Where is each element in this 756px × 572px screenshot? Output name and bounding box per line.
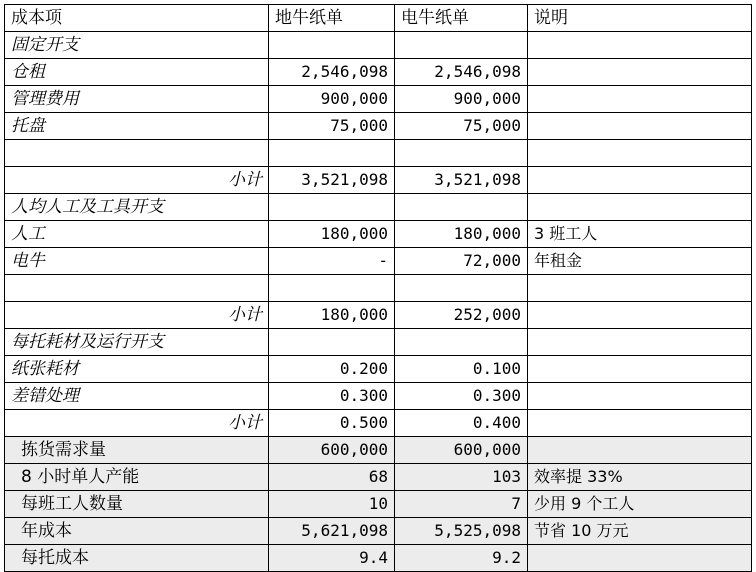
header-cell: 成本项 bbox=[5, 5, 269, 32]
table-row bbox=[5, 113, 752, 140]
row-value-a: 180,000 bbox=[269, 221, 395, 248]
row-value-b bbox=[395, 140, 528, 167]
table-row bbox=[5, 383, 752, 410]
cost-comparison-table bbox=[4, 4, 752, 572]
subtotal-row bbox=[5, 410, 752, 437]
row-value-b: 180,000 bbox=[395, 221, 528, 248]
row-value-b: 900,000 bbox=[395, 86, 528, 113]
section-title: 人均人工及工具开支 bbox=[5, 194, 269, 221]
table-row bbox=[5, 248, 752, 275]
summary-note: 节省 10 万元 bbox=[528, 518, 752, 545]
subtotal-value-b: 3,521,098 bbox=[395, 167, 528, 194]
summary-value-a: 68 bbox=[269, 464, 395, 491]
row-item: 电牛 bbox=[5, 248, 269, 275]
subtotal-row bbox=[5, 302, 752, 329]
summary-item: 每托成本 bbox=[5, 545, 269, 572]
summary-item: 年成本 bbox=[5, 518, 269, 545]
row-value-b: 72,000 bbox=[395, 248, 528, 275]
section-title: 每托耗材及运行开支 bbox=[5, 329, 269, 356]
summary-row bbox=[5, 518, 752, 545]
summary-row bbox=[5, 491, 752, 518]
row-value-a bbox=[269, 140, 395, 167]
subtotal-label: 小计 bbox=[5, 167, 269, 194]
row-item: 管理费用 bbox=[5, 86, 269, 113]
row-item: 仓租 bbox=[5, 59, 269, 86]
summary-note bbox=[528, 437, 752, 464]
row-note: 年租金 bbox=[528, 248, 752, 275]
row-value-a bbox=[269, 275, 395, 302]
header-cell: 电牛纸单 bbox=[395, 5, 528, 32]
summary-value-b: 600,000 bbox=[395, 437, 528, 464]
row-item bbox=[5, 140, 269, 167]
summary-item: 每班工人数量 bbox=[5, 491, 269, 518]
row-note bbox=[528, 356, 752, 383]
subtotal-label: 小计 bbox=[5, 410, 269, 437]
subtotal-value-b: 252,000 bbox=[395, 302, 528, 329]
row-value-b: 75,000 bbox=[395, 113, 528, 140]
summary-value-a: 9.4 bbox=[269, 545, 395, 572]
table-row bbox=[5, 221, 752, 248]
summary-note: 少用 9 个工人 bbox=[528, 491, 752, 518]
subtotal-label: 小计 bbox=[5, 302, 269, 329]
row-value-b: 0.100 bbox=[395, 356, 528, 383]
row-value-b: 2,546,098 bbox=[395, 59, 528, 86]
row-note: 3 班工人 bbox=[528, 221, 752, 248]
summary-note: 效率提 33% bbox=[528, 464, 752, 491]
row-note bbox=[528, 113, 752, 140]
summary-value-b: 103 bbox=[395, 464, 528, 491]
header-cell: 说明 bbox=[528, 5, 752, 32]
table-row bbox=[5, 275, 752, 302]
summary-value-a: 600,000 bbox=[269, 437, 395, 464]
summary-value-b: 5,525,098 bbox=[395, 518, 528, 545]
table-row bbox=[5, 356, 752, 383]
summary-item: 拣货需求量 bbox=[5, 437, 269, 464]
row-value-b: 0.300 bbox=[395, 383, 528, 410]
header-row bbox=[5, 5, 752, 32]
row-value-a: 2,546,098 bbox=[269, 59, 395, 86]
row-note bbox=[528, 383, 752, 410]
summary-row bbox=[5, 437, 752, 464]
row-item: 纸张耗材 bbox=[5, 356, 269, 383]
subtotal-value-a: 180,000 bbox=[269, 302, 395, 329]
header-cell: 地牛纸单 bbox=[269, 5, 395, 32]
summary-value-a: 5,621,098 bbox=[269, 518, 395, 545]
section-title: 固定开支 bbox=[5, 32, 269, 59]
row-item: 差错处理 bbox=[5, 383, 269, 410]
summary-value-b: 7 bbox=[395, 491, 528, 518]
summary-row bbox=[5, 464, 752, 491]
table-row bbox=[5, 140, 752, 167]
row-value-b bbox=[395, 275, 528, 302]
row-value-a: 900,000 bbox=[269, 86, 395, 113]
table-row bbox=[5, 59, 752, 86]
row-note bbox=[528, 59, 752, 86]
subtotal-value-a: 0.500 bbox=[269, 410, 395, 437]
row-note bbox=[528, 140, 752, 167]
section-row bbox=[5, 329, 752, 356]
table-row bbox=[5, 86, 752, 113]
subtotal-row bbox=[5, 167, 752, 194]
subtotal-value-b: 0.400 bbox=[395, 410, 528, 437]
summary-value-a: 10 bbox=[269, 491, 395, 518]
row-note bbox=[528, 86, 752, 113]
section-row bbox=[5, 194, 752, 221]
row-value-a: - bbox=[269, 248, 395, 275]
row-value-a: 0.200 bbox=[269, 356, 395, 383]
section-row bbox=[5, 32, 752, 59]
row-item bbox=[5, 275, 269, 302]
subtotal-value-a: 3,521,098 bbox=[269, 167, 395, 194]
summary-note bbox=[528, 545, 752, 572]
row-note bbox=[528, 275, 752, 302]
row-item: 人工 bbox=[5, 221, 269, 248]
row-item: 托盘 bbox=[5, 113, 269, 140]
summary-value-b: 9.2 bbox=[395, 545, 528, 572]
summary-row bbox=[5, 545, 752, 572]
summary-item: 8 小时单人产能 bbox=[5, 464, 269, 491]
row-value-a: 0.300 bbox=[269, 383, 395, 410]
row-value-a: 75,000 bbox=[269, 113, 395, 140]
